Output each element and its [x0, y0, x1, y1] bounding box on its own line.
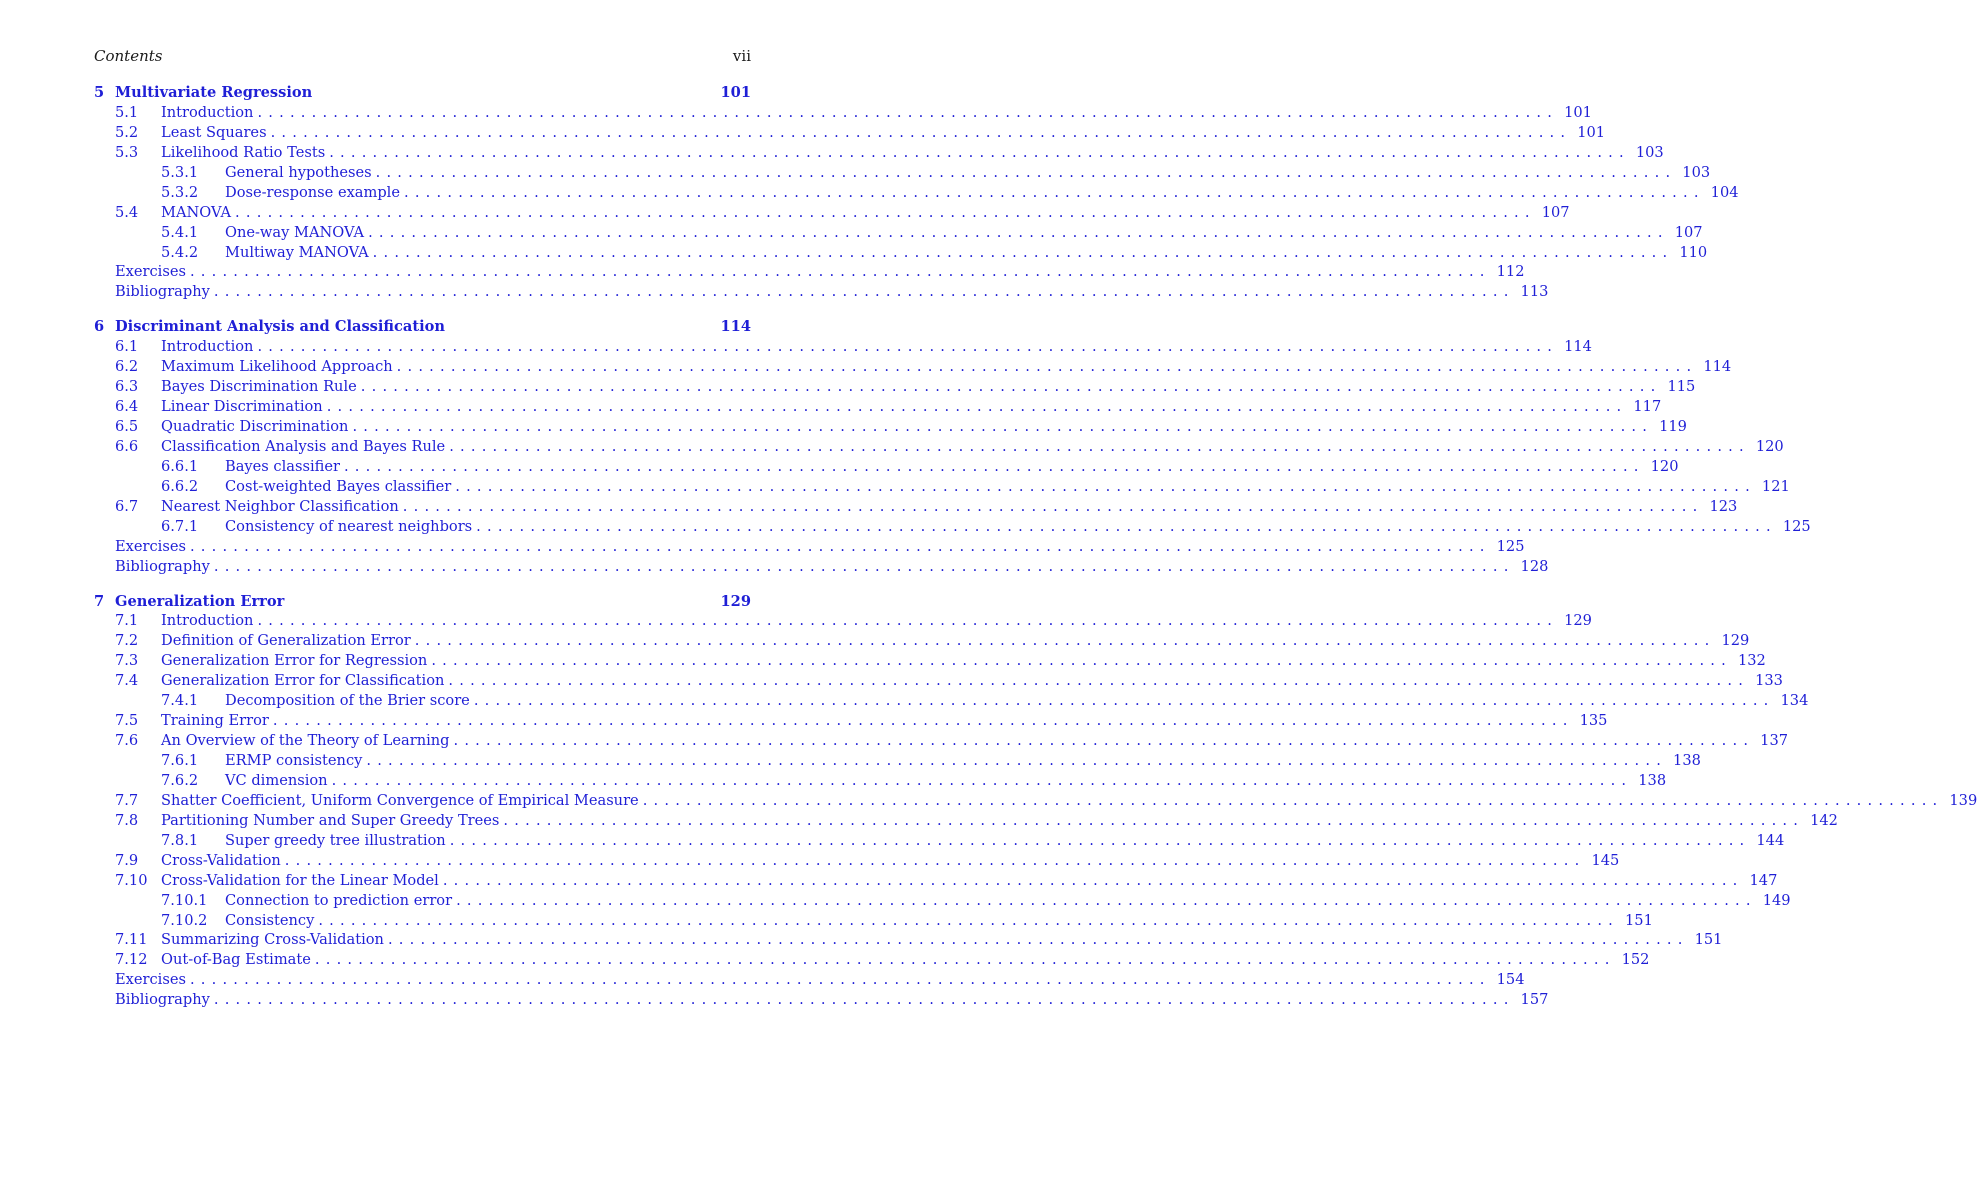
toc-entry[interactable] [94, 262, 1525, 282]
toc-entry-number: 5.4.1 [161, 223, 199, 241]
toc-entry-page[interactable]: 115 [1667, 378, 1696, 396]
toc-entry-page[interactable]: 112 [1496, 263, 1525, 281]
toc-entry-number: 7.6 [115, 732, 139, 750]
dot-leader: ........................................................................................................................ [213, 991, 1515, 1009]
toc-entry-line [161, 811, 1838, 831]
toc-entry-page[interactable]: 129 [1564, 612, 1592, 630]
toc-entry-page[interactable]: 114 [720, 318, 751, 336]
toc-entry-line [115, 592, 751, 612]
dot-leader: ........................................................................................................................ [257, 612, 1559, 630]
toc-entry-title[interactable]: Partitioning Number and Super Greedy Trees [161, 811, 500, 829]
dot-leader: ........................................................................................................................ [402, 497, 1704, 515]
toc-entry-line [225, 891, 1791, 911]
toc-entry-number: 6.2 [115, 358, 139, 376]
toc-entry-page[interactable]: 128 [1520, 557, 1549, 575]
toc-entry-title[interactable]: Consistency of nearest neighbors [225, 517, 473, 535]
toc-entry-line [161, 631, 1750, 651]
toc-entry-page[interactable]: 151 [1694, 931, 1723, 949]
toc-entry-line [161, 143, 1664, 163]
toc-entry-line [161, 397, 1662, 417]
toc-entry[interactable] [94, 811, 1838, 831]
toc-entry-page[interactable]: 132 [1737, 652, 1766, 670]
toc-entry-number: 7.6.2 [161, 771, 199, 789]
toc-entry-title[interactable]: Decomposition of the Brier score [225, 692, 470, 710]
toc-entry-line [225, 223, 1703, 243]
toc-entry[interactable] [94, 791, 1977, 811]
toc-entry-page[interactable]: 154 [1496, 971, 1525, 989]
toc-entry-number: 6.6 [115, 437, 139, 455]
toc-entry[interactable] [94, 377, 1696, 397]
toc-entry-page[interactable]: 103 [1682, 163, 1711, 181]
toc-entry-number: 7.10 [115, 871, 148, 889]
toc-entry-line [115, 537, 1525, 557]
toc-entry-title[interactable]: Generalization Error for Classification [161, 672, 445, 690]
toc-entry-page[interactable]: 151 [1625, 911, 1653, 929]
toc-entry-line [161, 123, 1606, 143]
toc-entry-page[interactable]: 119 [1659, 418, 1687, 435]
toc-entry[interactable] [94, 950, 1650, 970]
toc-entry-title[interactable]: Bibliography [115, 283, 210, 301]
toc-entry-line [161, 103, 1592, 123]
toc-entry[interactable] [94, 671, 1783, 691]
running-header-title: Contents [94, 47, 163, 65]
toc-entry-page[interactable]: 113 [1520, 283, 1549, 301]
toc-entry[interactable] [94, 651, 1766, 671]
toc-entry[interactable] [94, 457, 1679, 477]
dot-leader: ........................................................................................................................ [414, 632, 1716, 650]
toc-entry-line [115, 990, 1549, 1010]
toc-entry[interactable] [94, 123, 1606, 143]
toc-entry-line [161, 950, 1650, 970]
toc-entry-number: 6.3 [115, 378, 139, 396]
toc-entry-number: 7.10.2 [161, 911, 208, 929]
toc-entry-page[interactable]: 139 [1949, 791, 1977, 809]
dot-leader: ........................................................................................................................ [257, 338, 1559, 356]
toc-entry-line [115, 317, 751, 337]
toc-entry-line [225, 771, 1667, 791]
toc-entry-page[interactable]: 149 [1762, 891, 1791, 909]
toc-entry-page[interactable]: 145 [1591, 851, 1620, 869]
toc-entry-line [225, 517, 1811, 537]
dot-leader: ........................................................................................................................ [642, 791, 1944, 809]
toc-entry-number: 6.6.2 [161, 477, 199, 495]
toc-entry[interactable] [94, 243, 1708, 263]
dot-leader: ........................................................................................................................ [449, 831, 1751, 849]
toc-entry-number: 7.1 [115, 612, 139, 630]
toc-entry[interactable] [94, 751, 1701, 771]
toc-entry-page[interactable]: 101 [720, 84, 751, 101]
toc-entry-line [161, 417, 1687, 437]
toc-entry-title[interactable]: One-way MANOVA [225, 223, 365, 241]
toc-entry[interactable] [94, 537, 1525, 557]
toc-entry-title[interactable]: Cross-Validation for the Linear Model [161, 871, 439, 889]
toc-entry-line [225, 457, 1679, 477]
dot-leader: ........................................................................................................................ [213, 283, 1515, 301]
toc-chapter-entry[interactable] [94, 317, 751, 337]
toc-entry[interactable] [94, 282, 1549, 302]
toc-entry-number: 5 [94, 84, 105, 101]
toc-entry-line [225, 911, 1653, 931]
toc-entry[interactable] [94, 437, 1784, 457]
dot-leader: ........................................................................................................................ [476, 517, 1777, 535]
toc-entry-title[interactable]: Bayes classifier [225, 457, 340, 475]
toc-entry-number: 7.7 [115, 791, 139, 809]
dot-leader: ........................................................................................................................ [352, 418, 1654, 435]
toc-entry-line [161, 377, 1696, 397]
toc-entry[interactable] [94, 163, 1711, 183]
toc-entry-line [161, 611, 1592, 631]
toc-entry-line [161, 671, 1783, 691]
dot-leader: ........................................................................................................................ [431, 652, 1732, 670]
toc-entry-page[interactable]: 133 [1755, 672, 1783, 690]
toc-entry-line [161, 651, 1766, 671]
toc-entry-page[interactable]: 104 [1710, 183, 1739, 201]
dot-leader: ........................................................................................................................ [360, 378, 1662, 396]
toc-entry-page[interactable]: 107 [1674, 223, 1703, 241]
toc-entry-number: 7.12 [115, 951, 148, 969]
toc-entry-page[interactable]: 137 [1760, 732, 1789, 750]
toc-entry-page[interactable]: 152 [1621, 951, 1650, 969]
toc-entry-title[interactable]: Exercises [115, 263, 186, 281]
toc-entry-page[interactable]: 138 [1638, 771, 1667, 789]
toc-entry[interactable] [94, 891, 1791, 911]
toc-entry[interactable] [94, 990, 1549, 1010]
toc-entry-page[interactable]: 157 [1520, 991, 1549, 1009]
toc-entry[interactable] [94, 691, 1809, 711]
toc-entry-title[interactable]: Bibliography [115, 557, 210, 575]
toc-entry-number: 7.8 [115, 811, 139, 829]
toc-entry-title[interactable]: Quadratic Discrimination [161, 418, 349, 435]
toc-entry-title[interactable]: Definition of Generalization Error [161, 632, 411, 650]
toc-entry-number: 6.7 [115, 497, 139, 515]
toc-entry-line [225, 691, 1809, 711]
toc-entry-title[interactable]: Bayes Discrimination Rule [161, 378, 357, 396]
dot-leader: ........................................................................................................................ [331, 771, 1633, 789]
toc-entry-line [161, 731, 1789, 751]
toc-entry-title[interactable]: Training Error [161, 712, 269, 730]
toc-entry-page[interactable]: 107 [1541, 203, 1570, 221]
toc-entry-page[interactable]: 121 [1761, 477, 1790, 495]
toc-entry-title[interactable]: Summarizing Cross-Validation [161, 931, 384, 949]
toc-entry-page[interactable]: 134 [1780, 692, 1809, 710]
toc-entry-number: 5.3.1 [161, 163, 199, 181]
toc-entry-title[interactable]: Out-of-Bag Estimate [161, 951, 311, 969]
toc-entry-title[interactable]: General hypotheses [225, 163, 372, 181]
toc-entry[interactable] [94, 611, 1592, 631]
toc-entry-line [225, 163, 1711, 183]
toc-entry[interactable] [94, 970, 1525, 990]
toc-chapter [94, 317, 1811, 576]
toc-entry-title[interactable]: Generalization Error [115, 592, 285, 610]
toc-entry-page[interactable]: 147 [1749, 871, 1778, 889]
toc-entry-number: 7.4.1 [161, 692, 199, 710]
dot-leader: ........................................................................................................................ [257, 103, 1559, 121]
toc-entry-number: 7.4 [115, 672, 139, 690]
toc-entry[interactable] [94, 517, 1811, 537]
toc-entry[interactable] [94, 831, 1785, 851]
dot-leader: ........................................................................................................................ [329, 143, 1630, 161]
toc-entry[interactable] [94, 711, 1608, 731]
dot-leader: ........................................................................................................................ [448, 672, 1750, 690]
toc-entry-number: 7.3 [115, 652, 139, 670]
dot-leader: ........................................................................................................................ [318, 911, 1619, 929]
toc-entry-title[interactable]: ERMP consistency [225, 752, 363, 769]
toc-entry-page[interactable]: 123 [1709, 497, 1738, 515]
dot-leader: ........................................................................................................................ [456, 891, 1757, 909]
toc-entry-title[interactable]: Introduction [161, 103, 254, 121]
toc-entry-page[interactable]: 103 [1635, 143, 1664, 161]
table-of-contents [94, 83, 1977, 1025]
toc-entry-number: 7.5 [115, 712, 139, 730]
toc-entry-line [115, 262, 1525, 282]
toc-entry-title[interactable]: Consistency [225, 911, 315, 929]
toc-entry[interactable] [94, 477, 1790, 497]
toc-entry-page[interactable]: 101 [1564, 103, 1592, 121]
toc-entry-line [161, 357, 1732, 377]
toc-entry-number: 5.1 [115, 103, 139, 121]
toc-entry-title[interactable]: Introduction [161, 612, 254, 630]
toc-entry[interactable] [94, 851, 1620, 871]
toc-entry[interactable] [94, 631, 1750, 651]
dot-leader: ........................................................................................................................ [442, 871, 1744, 889]
toc-entry-number: 6.7.1 [161, 517, 199, 535]
dot-leader: ........................................................................................................................ [368, 223, 1669, 241]
toc-entry-number: 6.4 [115, 398, 139, 416]
toc-entry-page[interactable]: 144 [1756, 831, 1785, 849]
toc-entry-title[interactable]: Linear Discrimination [161, 398, 323, 416]
dot-leader: ........................................................................................................................ [270, 123, 1572, 141]
toc-entry[interactable] [94, 103, 1592, 123]
dot-leader: ........................................................................................................................ [455, 477, 1756, 495]
toc-entry[interactable] [94, 930, 1723, 950]
toc-entry-page[interactable]: 101 [1577, 123, 1606, 141]
toc-entry[interactable] [94, 771, 1667, 791]
dot-leader: ........................................................................................................................ [396, 358, 1698, 376]
toc-entry[interactable] [94, 911, 1653, 931]
toc-entry-number: 5.4 [115, 203, 139, 221]
dot-leader: ........................................................................................................................ [326, 398, 1628, 416]
toc-entry-page[interactable]: 125 [1782, 517, 1811, 535]
toc-entry-number: 7.11 [115, 931, 148, 949]
toc-entry-line [115, 83, 751, 103]
toc-entry-page[interactable]: 114 [1564, 338, 1592, 356]
page-number: vii [732, 47, 751, 65]
toc-entry[interactable] [94, 337, 1592, 357]
toc-entry-number: 6.5 [115, 418, 139, 435]
toc-entry-page[interactable]: 125 [1496, 537, 1525, 555]
toc-entry-title[interactable]: Dose-response example [225, 183, 400, 201]
toc-entry-title[interactable]: Nearest Neighbor Classification [161, 497, 399, 515]
toc-entry[interactable] [94, 397, 1662, 417]
toc-entry-line [161, 437, 1784, 457]
toc-entry[interactable] [94, 223, 1703, 243]
toc-entry-line [161, 851, 1620, 871]
toc-chapter-entry[interactable] [94, 83, 751, 103]
toc-entry[interactable] [94, 871, 1778, 891]
toc-entry-line [225, 243, 1708, 263]
toc-entry-line [115, 282, 1549, 302]
toc-entry-title[interactable]: Shatter Coefficient, Uniform Convergence of Empirical Measure [161, 791, 639, 809]
toc-entry-page[interactable]: 142 [1810, 811, 1838, 829]
toc-entry-title[interactable]: Super greedy tree illustration [225, 831, 446, 849]
toc-entry-number: 7.6.1 [161, 752, 199, 769]
toc-entry-line [161, 497, 1738, 517]
running-header [94, 46, 751, 66]
toc-entry-number: 5.3 [115, 143, 139, 161]
toc-entry-line [161, 203, 1570, 223]
dot-leader: ........................................................................................................................ [375, 163, 1677, 181]
toc-chapter [94, 592, 1977, 1011]
toc-entry-line [161, 930, 1723, 950]
toc-entry-title[interactable]: Least Squares [161, 123, 267, 141]
toc-entry[interactable] [94, 557, 1549, 577]
toc-entry-number: 7.9 [115, 851, 139, 869]
toc-entry-number: 7 [94, 592, 105, 610]
toc-entry-line [115, 970, 1525, 990]
dot-leader: ........................................................................................................................ [343, 457, 1645, 475]
toc-entry-title[interactable]: Discriminant Analysis and Classification [115, 318, 446, 336]
toc-entry-line [161, 791, 1977, 811]
toc-entry-line [161, 711, 1608, 731]
dot-leader: ........................................................................................................................ [314, 951, 1616, 969]
toc-chapter-entry[interactable] [94, 592, 751, 612]
toc-entry-page[interactable]: 129 [1721, 632, 1750, 650]
toc-entry-title[interactable]: An Overview of the Theory of Learning [161, 732, 450, 750]
toc-entry-number: 7.2 [115, 632, 139, 650]
toc-entry-number: 7.8.1 [161, 831, 199, 849]
toc-entry-line [225, 183, 1739, 203]
dot-leader: ........................................................................................................................ [366, 752, 1668, 769]
toc-entry-page[interactable]: 138 [1673, 752, 1701, 769]
toc-entry-line [161, 871, 1778, 891]
toc-entry-page[interactable]: 110 [1679, 243, 1708, 261]
toc-entry-line [161, 337, 1592, 357]
dot-leader: ........................................................................................................................ [387, 931, 1689, 949]
toc-entry-number: 6.6.1 [161, 457, 199, 475]
dot-leader: ........................................................................................................................ [449, 437, 1750, 455]
toc-entry-title[interactable]: Connection to prediction error [225, 891, 453, 909]
toc-entry-title[interactable]: Maximum Likelihood Approach [161, 358, 393, 376]
toc-entry-line [225, 751, 1701, 771]
toc-entry-title[interactable]: Classification Analysis and Bayes Rule [161, 437, 446, 455]
dot-leader: ........................................................................................................................ [404, 183, 1705, 201]
toc-entry-line [225, 477, 1790, 497]
toc-entry-title[interactable]: Exercises [115, 971, 186, 989]
toc-entry[interactable] [94, 497, 1738, 517]
toc-entry-number: 6.1 [115, 338, 139, 356]
dot-leader: ........................................................................................................................ [213, 557, 1515, 575]
toc-entry-page[interactable]: 120 [1755, 437, 1784, 455]
toc-entry-number: 6 [94, 318, 105, 336]
toc-entry-title[interactable]: Generalization Error for Regression [161, 652, 428, 670]
toc-entry-number: 7.10.1 [161, 891, 208, 909]
dot-leader: ........................................................................................................................ [284, 851, 1586, 869]
toc-entry[interactable] [94, 731, 1789, 751]
toc-entry-page[interactable]: 129 [720, 592, 751, 610]
toc-entry-number: 5.3.2 [161, 183, 199, 201]
toc-entry[interactable] [94, 417, 1687, 437]
toc-entry-title[interactable]: Introduction [161, 338, 254, 356]
toc-entry-title[interactable]: Cost-weighted Bayes classifier [225, 477, 452, 495]
dot-leader: ........................................................................................................................ [235, 203, 1536, 221]
toc-entry-page[interactable]: 120 [1650, 457, 1679, 475]
toc-entry-title[interactable]: Likelihood Ratio Tests [161, 143, 326, 161]
dot-leader: ........................................................................................................................ [372, 243, 1674, 261]
dot-leader: ........................................................................................................................ [189, 971, 1491, 989]
dot-leader: ........................................................................................................................ [453, 732, 1755, 750]
toc-entry-line [115, 557, 1549, 577]
toc-entry-line [225, 831, 1785, 851]
toc-entry-number: 5.4.2 [161, 243, 199, 261]
toc-entry-page[interactable]: 117 [1633, 398, 1662, 416]
toc-entry-title[interactable]: VC dimension [225, 771, 328, 789]
toc-entry[interactable] [94, 143, 1664, 163]
dot-leader: ........................................................................................................................ [272, 712, 1574, 730]
toc-entry-title[interactable]: MANOVA [161, 203, 232, 221]
toc-entry-page[interactable]: 135 [1579, 712, 1608, 730]
toc-entry-title[interactable]: Exercises [115, 537, 186, 555]
toc-entry-number: 5.2 [115, 123, 139, 141]
dot-leader: ........................................................................................................................ [503, 811, 1805, 829]
dot-leader: ........................................................................................................................ [473, 692, 1775, 710]
toc-chapter [94, 83, 1739, 302]
toc-entry-title[interactable]: Multivariate Regression [115, 84, 313, 101]
dot-leader: ........................................................................................................................ [189, 537, 1491, 555]
toc-entry[interactable] [94, 203, 1570, 223]
toc-entry-page[interactable]: 114 [1703, 358, 1732, 376]
toc-entry-title[interactable]: Bibliography [115, 991, 210, 1009]
toc-entry-title[interactable]: Cross-Validation [161, 851, 281, 869]
toc-entry[interactable] [94, 183, 1739, 203]
dot-leader: ........................................................................................................................ [189, 263, 1491, 281]
toc-entry-title[interactable]: Multiway MANOVA [225, 243, 369, 261]
toc-entry[interactable] [94, 357, 1732, 377]
